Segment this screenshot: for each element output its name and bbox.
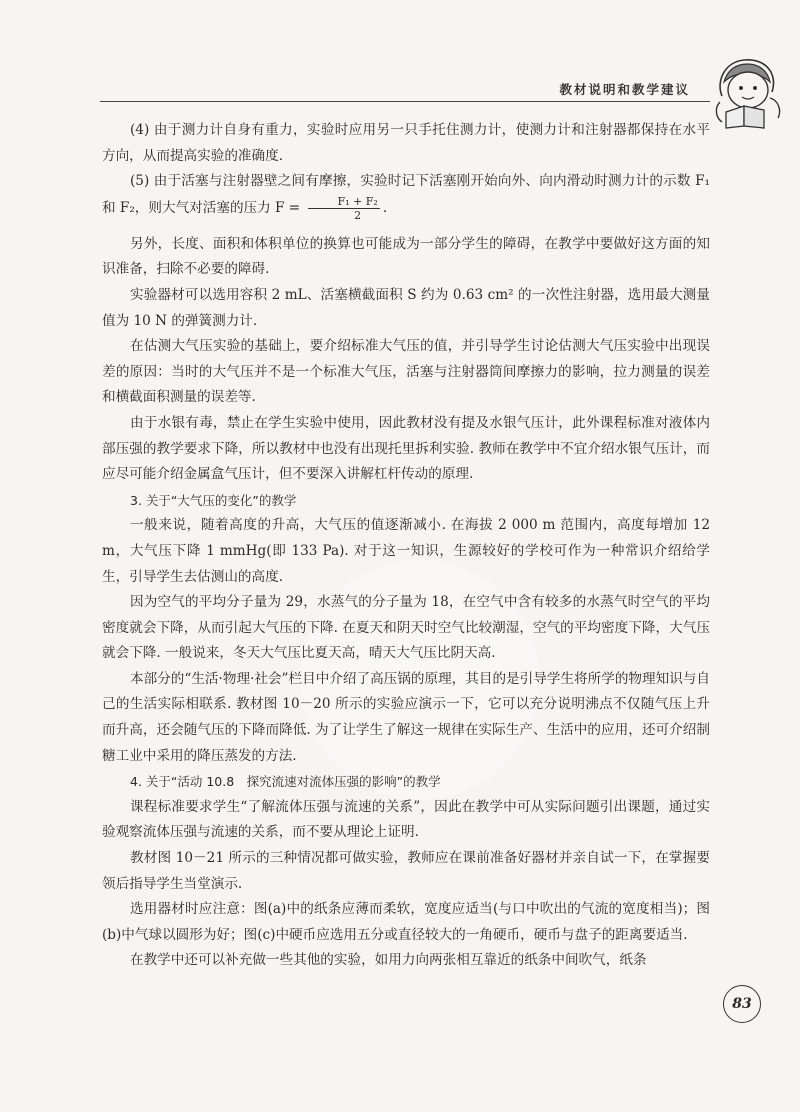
paragraph: 由于水银有毒，禁止在学生实验中使用，因此教材没有提及水银气压计，此外课程标准对液体内部压强的教学要求下降，所以教材中也没有出现托里拆利实验. 教师在教学中不宜介绍水银气压计，而应尽可能介绍金属盒气压计，但不要深入讲解杠杆传动的原理. xyxy=(102,414,710,483)
section-heading: 3. 关于“大气压的变化”的教学 xyxy=(130,492,297,508)
paragraph: 本部分的“生活·物理·社会”栏目中介绍了高压锅的原理，其目的是引导学生将所学的物理知识与自己的生活实际相联系. 教材图 10－20 所示的实验应演示一下，它可以充分说明沸点不仅随气压上升而升高，还会随气压的下降而降低. 为了让学生了解这一规律在实际生产、生活中的应用，还可介绍制糖工业中采用的降压蒸发的方法. xyxy=(102,670,710,764)
paragraph xyxy=(102,169,710,222)
section-heading: 4. 关于“活动 10.8 探究流速对流体压强的影响”的教学 xyxy=(130,774,441,790)
paragraph: 在教学中还可以补充做一些其他的实验，如用力向两张相互靠近的纸条中间吹气，纸条 xyxy=(130,952,647,969)
body-text xyxy=(102,118,710,974)
paragraph: 教材图 10－21 所示的三种情况都可做实验，教师应在课前准备好器材并亲自试一下，在掌握要领后指导学生当堂演示. xyxy=(102,850,710,892)
fraction-denominator: 2 xyxy=(354,208,362,222)
mascot-boy-reading-icon xyxy=(708,52,786,130)
paragraph: 一般来说，随着高度的升高，大气压的值逐渐减小. 在海拔 2 000 m 范围内，高度每增加 12 m，大气压下降 1 mmHg(即 133 Pa). 对于这一知识，生源较好的学校可作为一种常识介绍给学生，引导学生去估测山的高度. xyxy=(102,517,710,585)
paragraph: 实验器材可以选用容积 2 mL、活塞横截面积 S 约为 0.63 cm² 的一次性注射器，选用最大测量值为 10 N 的弹簧测力计. xyxy=(102,286,710,329)
paragraph: 另外，长度、面积和体积单位的换算也可能成为一部分学生的障碍，在教学中要做好这方面的知识准备，扫除不必要的障碍. xyxy=(102,235,710,278)
header-rule xyxy=(100,101,710,102)
paragraph-text: . xyxy=(382,199,388,216)
paragraph: 在估测大气压实验的基础上，要介绍标准大气压的值，并引导学生讨论估测大气压实验中出现误差的原因：当时的大气压并不是一个标准大气压，活塞与注射器筒间摩擦力的影响，拉力测量的误差和横截面积测量的误差等. xyxy=(102,338,710,406)
paragraph-text: (5) 由于活塞与注射器壁之间有摩擦，实验时记下活塞刚开始向外、向内滑动时测力计的示数 F₁ 和 F₂，则大气对活塞的压力 F = xyxy=(102,173,710,216)
page-number: 83 xyxy=(723,985,761,1023)
paragraph: 选用器材时应注意：图(a)中的纸条应薄而柔软，宽度应适当(与口中吹出的气流的宽度相当)；图(b)中气球以圆形为好；图(c)中硬币应选用五分或直径较大的一角硬币，硬币与盘子的距离要适当. xyxy=(102,901,710,943)
running-header: 教材说明和教学建议 xyxy=(559,82,690,97)
fraction xyxy=(308,195,380,222)
fraction-numerator: F₁ + F₂ xyxy=(308,195,380,209)
paragraph: 课程标准要求学生“了解流体压强与流速的关系”，因此在教学中可从实际问题引出课题，通过实验观察流体压强与流速的关系，而不要从理论上证明. xyxy=(102,798,710,841)
paragraph: 因为空气的平均分子量为 29，水蒸气的分子量为 18，在空气中含有较多的水蒸气时空气的平均密度就会下降，从而引起大气压的下降. 在夏天和阴天时空气比较潮湿，空气的平均密度下降，大气压就会下降. 一般说来，冬天大气压比夏天高，晴天大气压比阴天高. xyxy=(102,594,710,662)
paragraph: (4) 由于测力计自身有重力，实验时应用另一只手托住测力计，使测力计和注射器都保持在水平方向，从而提高实验的准确度. xyxy=(102,122,710,164)
